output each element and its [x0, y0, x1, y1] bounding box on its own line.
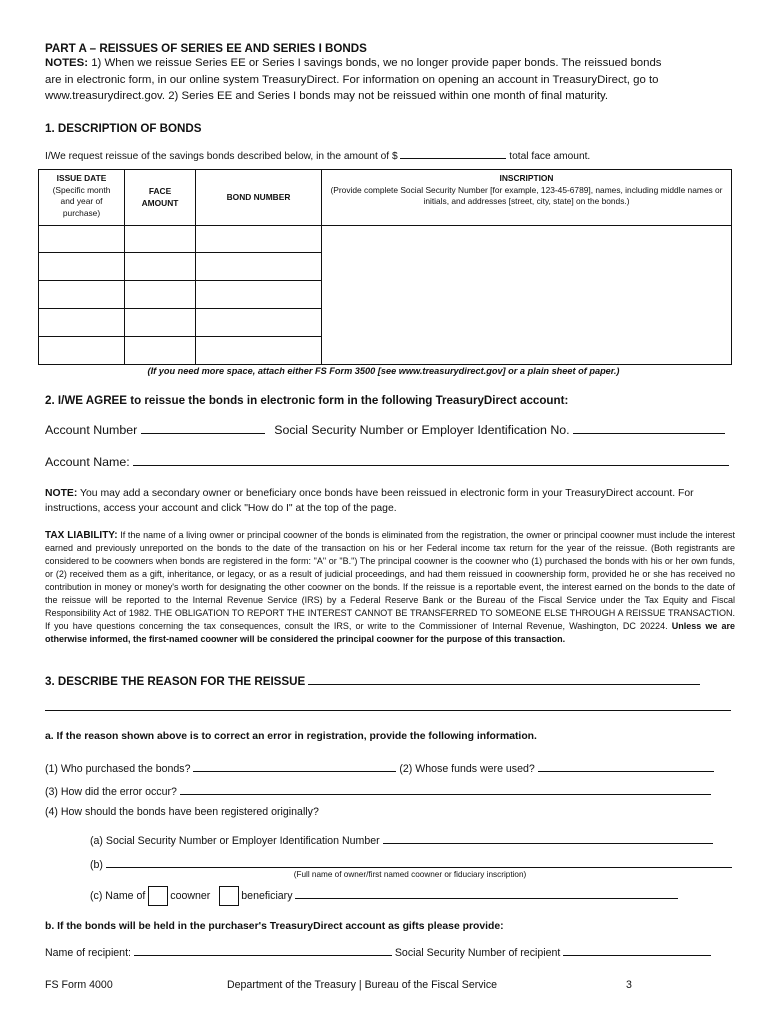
- recipient-ssn-label: Social Security Number of recipient: [391, 947, 564, 959]
- note-paragraph: [45, 486, 735, 516]
- q1-label: (1) Who purchased the bonds?: [45, 763, 194, 775]
- part-a-notes: [45, 55, 745, 105]
- note-label: NOTE:: [45, 488, 78, 499]
- tax-liability-bold-end: Unless we are otherwise informed, the first-named coowner will be considered the principal coowner for the purpose of this transaction.: [45, 621, 735, 644]
- recipient-ssn-field[interactable]: [563, 944, 711, 956]
- bond-number-header: [196, 170, 322, 226]
- issue-date-title: ISSUE DATE: [56, 173, 107, 183]
- section-3a-heading: a. If the reason shown above is to correct an error in registration, provide the following information.: [45, 731, 537, 742]
- q2-label: (2) Whose funds were used?: [396, 763, 538, 775]
- issue-date-cell[interactable]: [39, 253, 125, 281]
- face-amount-title: FACE AMOUNT: [141, 186, 179, 208]
- notes-line-1: 1) When we reissue Series EE or Series I savings bonds, we no longer provide paper bonds. The reissued bonds: [88, 57, 662, 69]
- face-amount-cell[interactable]: [125, 309, 196, 337]
- q4b-label: (b): [90, 859, 106, 871]
- beneficiary-label: beneficiary: [241, 889, 293, 902]
- whose-funds-field[interactable]: [538, 760, 714, 772]
- q4b-caption: (Full name of owner/first named coowner or fiduciary inscription): [293, 870, 527, 879]
- bond-number-cell[interactable]: [196, 281, 322, 309]
- reason-field-1[interactable]: [308, 673, 700, 685]
- section-2-heading: 2. I/WE AGREE to reissue the bonds in electronic form in the following TreasuryDirect account:: [45, 394, 569, 407]
- face-amount-header: [125, 170, 196, 226]
- bond-number-title: BOND NUMBER: [226, 192, 291, 202]
- issue-date-cell[interactable]: [39, 226, 125, 253]
- request-text-before: I/We request reissue of the savings bonds described below, in the amount of $: [45, 151, 401, 162]
- section-3-line: [45, 672, 700, 690]
- q4b-line: [90, 856, 732, 871]
- recipient-name-field[interactable]: [134, 944, 392, 956]
- part-a-title: PART A – REISSUES OF SERIES EE AND SERIES I BONDS: [45, 42, 367, 55]
- tax-liability-text: If the name of a living owner or principal coowner of the bonds is eliminated from the registration, the owner or principal coowner must include the interest earned and previously unreported on the bonds to the date of the transaction on his or her Federal income tax return for the year of the reissue. (Both registrants are considered to be coowners when bonds are registered in the form: "A" or "B.") The principal coowner is the coowner who (1) purchased the bonds with his or her own funds, or (2) received them as a gift, inheritance, or legacy, or as a result of judicial proceedings, and had them reissued in coownership form, provided he or she has received no contribution in money or money's worth for designating the other coowner on the bonds. If the reissue is a reportable event, the interest earned on the bonds to the date of the reissue will be reported to the Internal Revenue Service (IRS) by a Federal Reserve Bank or the Bureau of the Fiscal Service under the Tax Equity and Fiscal Responsibility Act of 1982. THE OBLIGATION TO REPORT THE INTEREST CANNOT BE TRANSFERRED TO SOMEONE ELSE THROUGH A REISSUE TRANSACTION. If you have questions concerning the tax consequences, consult the IRS, or write to the Commissioner of Internal Revenue, Washington, DC 20224.: [45, 530, 735, 631]
- footer-page-number: 3: [626, 979, 632, 991]
- q3-label: (3) How did the error occur?: [45, 786, 180, 798]
- name-of-field[interactable]: [295, 887, 678, 899]
- recipient-line: [45, 944, 711, 959]
- error-occur-field[interactable]: [180, 783, 711, 795]
- q4a-label: (a) Social Security Number or Employer Identification Number: [90, 835, 383, 847]
- q4a-line: [90, 832, 713, 847]
- footer-agency: Department of the Treasury | Bureau of the Fiscal Service: [227, 979, 498, 991]
- inscription-header: [322, 170, 732, 226]
- bond-number-cell[interactable]: [196, 337, 322, 365]
- issue-date-cell[interactable]: [39, 309, 125, 337]
- request-line: [45, 147, 590, 162]
- tax-liability-paragraph: [45, 529, 735, 646]
- face-amount-cell[interactable]: [125, 226, 196, 253]
- account-name-label: Account Name:: [45, 455, 134, 469]
- q4-label: (4) How should the bonds have been registered originally?: [45, 806, 319, 818]
- inscription-cell[interactable]: [322, 226, 732, 365]
- notes-label: NOTES:: [45, 57, 89, 69]
- coowner-checkbox[interactable]: [148, 886, 168, 906]
- section-3b-heading: b. If the bonds will be held in the purchaser's TreasuryDirect account as gifts please provide:: [45, 921, 504, 932]
- account-name-line: [45, 454, 729, 469]
- account-number-field[interactable]: [141, 422, 265, 434]
- note-text: You may add a secondary owner or beneficiary once bonds have been reissued in electronic form in your TreasuryDirect account. For instructions, access your account and click "How do I" at the top of the page.: [45, 488, 694, 514]
- request-text-after: total face amount.: [506, 151, 591, 162]
- full-name-field[interactable]: [106, 856, 732, 868]
- account-name-field[interactable]: [133, 454, 729, 466]
- account-number-line: [45, 422, 725, 437]
- reason-field-2[interactable]: [45, 699, 731, 711]
- bond-number-cell[interactable]: [196, 309, 322, 337]
- beneficiary-checkbox[interactable]: [219, 886, 239, 906]
- footer-form-number: FS Form 4000: [45, 979, 113, 991]
- notes-line-3: www.treasurydirect.gov. 2) Series EE and Series I bonds may not be reissued within one month of final maturity.: [45, 90, 609, 102]
- ssn-ein-field[interactable]: [573, 422, 725, 434]
- inscription-subtitle: (Provide complete Social Security Number [for example, 123-45-6789], names, including middle names or initials, and addresses [street, city, state] on the bonds.): [330, 184, 723, 206]
- bond-number-cell[interactable]: [196, 226, 322, 253]
- table-note: (If you need more space, attach either FS Form 3500 [see www.treasurydirect.gov] or a plain sheet of paper.): [147, 366, 620, 376]
- bond-number-cell[interactable]: [196, 253, 322, 281]
- issue-date-cell[interactable]: [39, 337, 125, 365]
- recipient-name-label: Name of recipient:: [45, 947, 134, 959]
- face-amount-cell[interactable]: [125, 253, 196, 281]
- total-face-amount-field[interactable]: [400, 147, 506, 159]
- table-header-row: [39, 170, 732, 226]
- notes-line-2: are in electronic form, in our online system TreasuryDirect. For information on opening an account in TreasuryDirect, go to: [45, 73, 659, 86]
- face-amount-cell[interactable]: [125, 337, 196, 365]
- section-3-heading: 3. DESCRIBE THE REASON FOR THE REISSUE: [45, 675, 309, 688]
- q4c-line: [90, 886, 678, 906]
- q1-q2-line: [45, 760, 714, 775]
- bond-description-table: [38, 169, 732, 365]
- q3-line: [45, 783, 711, 798]
- ssn-ein-label: Social Security Number or Employer Identification No.: [274, 423, 574, 437]
- table-row: [39, 226, 732, 253]
- ssn-ein-original-field[interactable]: [383, 832, 713, 844]
- q4c-label: (c) Name of: [90, 889, 149, 902]
- face-amount-cell[interactable]: [125, 281, 196, 309]
- issue-date-header: [39, 170, 125, 226]
- account-number-label: Account Number: [45, 423, 141, 437]
- tax-liability-label: TAX LIABILITY:: [45, 530, 118, 541]
- who-purchased-field[interactable]: [193, 760, 396, 772]
- issue-date-subtitle: (Specific month and year of purchase): [52, 184, 111, 218]
- section-1-heading: 1. DESCRIPTION OF BONDS: [45, 122, 202, 135]
- coowner-label: coowner: [170, 889, 211, 902]
- issue-date-cell[interactable]: [39, 281, 125, 309]
- inscription-title: INSCRIPTION: [499, 173, 554, 183]
